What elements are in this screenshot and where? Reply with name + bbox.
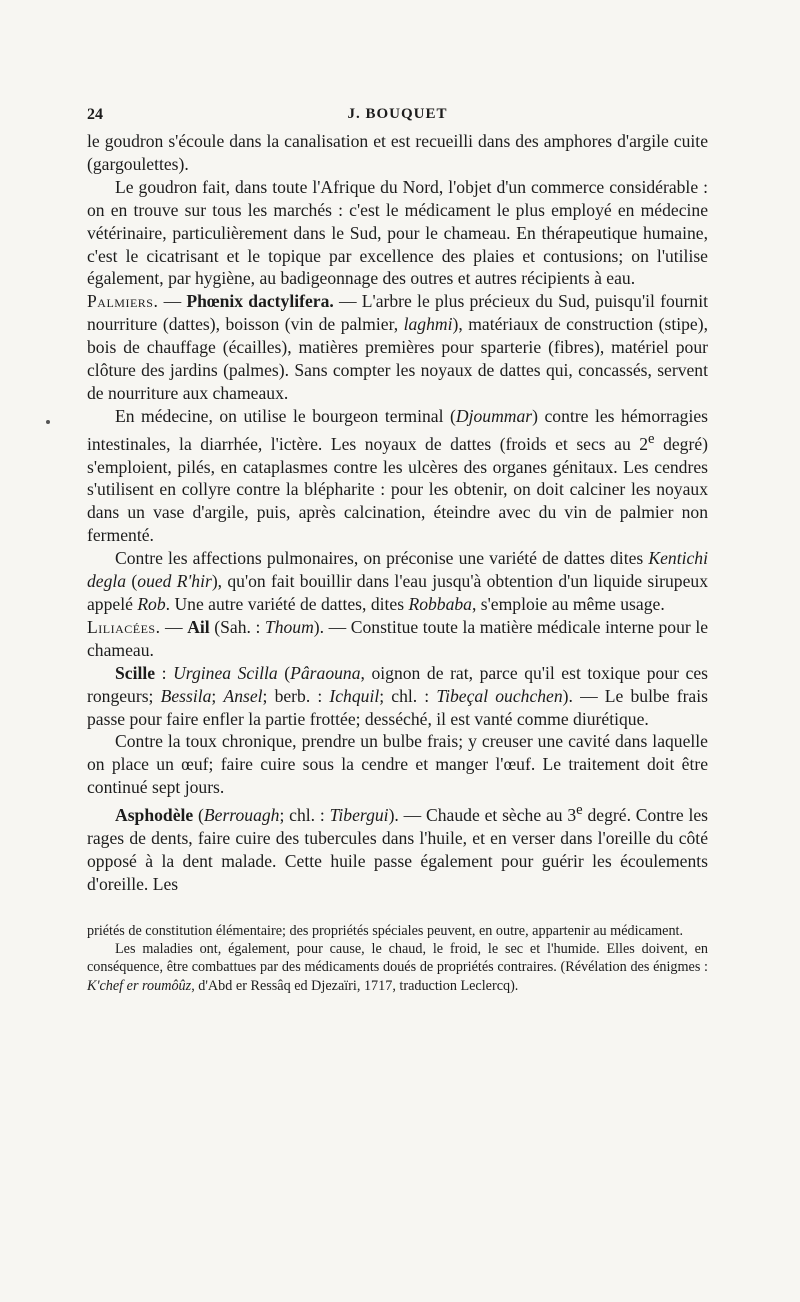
- paragraph-palmiers: Palmiers. — Phœnix dactylifera. — L'arbre le plus précieux du Sud, puisqu'il fournit nourriture (dattes), boisson (vin de palmier, laghmi), matériaux de construction (stipe), bois de chauffage (écailles), matières premières pour sparterie (fibres), matériel pour clôture des jardins (palmes). Sans compter les noyaux de dattes qui, concassés, servent de nourriture aux chameaux.: [87, 291, 709, 403]
- section-heading-palmiers: Palmiers.: [87, 291, 159, 312]
- species-name-phoenix: Phœnix dactylifera.: [186, 291, 334, 312]
- paragraph-goudron-commerce: Le goudron fait, dans toute l'Afrique du Nord, l'objet d'un commerce considérable : on en trouve sur tous les marchés : c'est le médicament le plus employé en médecine vétérinaire, particulièrement dans le Sud, pour le chameau. En thérapeutique humaine, c'est le cicatrisant et le topique par excellence des plaies et contusions; on l'utilise également, par hygiène, au badigeonnage des outres et autres récipients à eau.: [87, 176, 708, 289]
- paragraph-palmier-medecine: En médecine, on utilise le bourgeon terminal (Djoummar) contre les hémorragies intestinales, la diarrhée, l'ictère. Les noyaux de dattes (froids et secs au 2e degré) s'emploient, pilés, en cataplasmes contre les ulcères des organes génitaux. Les cendres s'utilisent en collyre contre la blépharite : pour les obtenir, on doit calciner les noyaux dans un vase d'argile, puis, après calcination, éteindre avec du vin de palmier non fermenté.: [87, 405, 708, 546]
- main-text: [87, 130, 708, 896]
- paragraph-toux-chronique: Contre la toux chronique, prendre un bulbe frais; y creuser une cavité dans laquelle on place un œuf; faire cuire sous la cendre et manger l'œuf. Le traitement doit être continué sept jours.: [87, 731, 708, 798]
- footnote-book-title: K'chef er roumôûz: [87, 977, 192, 994]
- section-heading-liliacees: Liliacées.: [87, 616, 161, 637]
- page-number: 24: [87, 106, 103, 123]
- running-head: J. BOUQUET: [347, 106, 448, 122]
- paragraph-affections-pulmonaires: Contre les affections pulmonaires, on préconise une variété de dattes dites Kentichi degla (oued R'hir), qu'on fait bouillir dans l'eau jusqu'à obtention d'un liquide sirupeux appelé Rob. Une autre variété de dattes, dites Robbaba, s'emploie au même usage.: [87, 548, 708, 614]
- paragraph-liliacees: Liliacées. — Ail (Sah. : Thoum). — Constitue toute la matière médicale interne pour le chameau.: [87, 616, 709, 660]
- footnote: [87, 922, 708, 995]
- species-name-asphodele: Asphodèle: [115, 805, 194, 825]
- paragraph-asphodele: Asphodèle (Berrouagh; chl. : Tibergui). — Chaude et sèche au 3e degré. Contre les rages de dents, faire cuire des tubercules dans l'huile, et en verser dans l'oreille du côté opposé à la dent malade. Cette huile passe également pour guérir les écoulements d'oreille. Les: [87, 802, 709, 894]
- book-page: [87, 106, 708, 995]
- paragraph-scille: Scille : Urginea Scilla (Pâraouna, oignon de rat, parce qu'il est toxique pour ces rongeurs; Bessila; Ansel; berb. : Ichquil; chl. : Tibeçal ouchchen). — Le bulbe frais passe pour faire enfler la partie frottée; desséché, il est vanté comme diurétique.: [87, 662, 709, 729]
- species-name-ail: Ail: [187, 616, 210, 637]
- species-name-scille: Scille: [115, 662, 156, 683]
- page-header: [87, 106, 708, 130]
- footnote-continuation: priétés de constitution élémentaire; des propriétés spéciales peuvent, en outre, appartenir au médicament.: [87, 922, 684, 939]
- paragraph-goudron-end: le goudron s'écoule dans la canalisation et est recueilli dans des amphores d'argile cuite (gargoulettes).: [87, 131, 708, 174]
- margin-dot: [46, 420, 50, 424]
- footnote-maladies: Les maladies ont, également, pour cause, le chaud, le froid, le sec et l'humide. Elles doivent, en conséquence, être combattues par des médicaments doués de propriétés contraires. (Révélation des énigmes : K'chef er roumôûz, d'Abd er Ressâq ed Djezaïri, 1717, traduction Leclercq).: [87, 940, 708, 994]
